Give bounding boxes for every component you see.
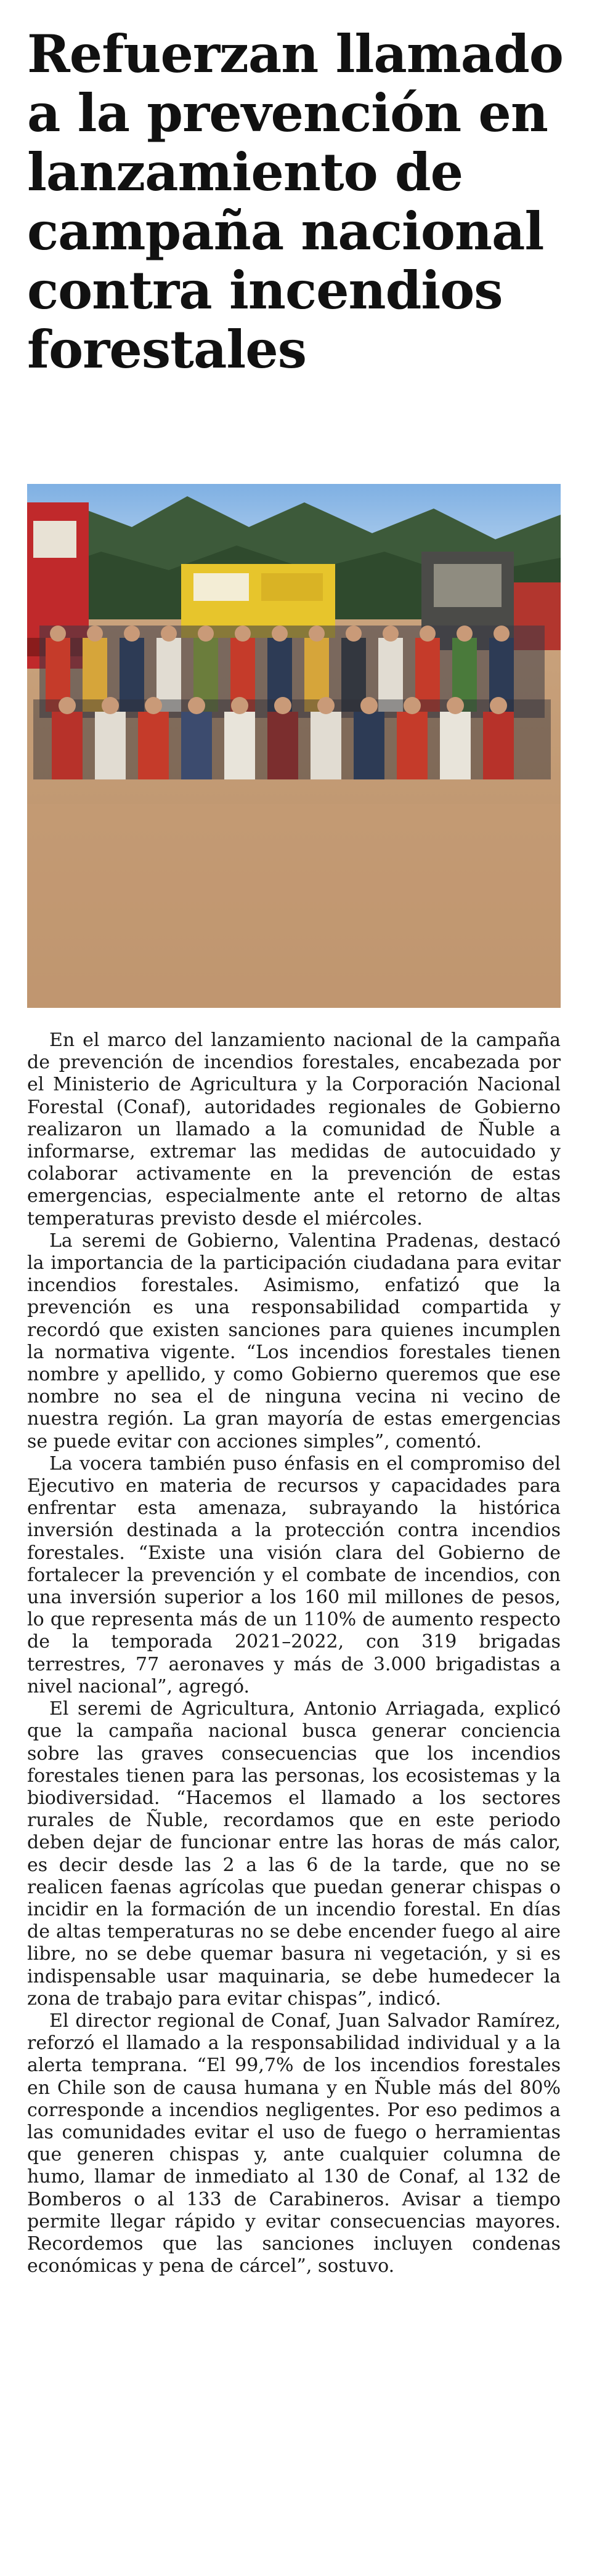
paragraph-seremi-gobierno: La seremi de Gobierno, Valentina Pradenas, destacó la importancia de la participación ciudadana para evitar incendios forestales. Asimismo, enfatizó que la prevención es una responsabilidad compartida y recordó que existen sanciones para quienes incumplen la normativa vigente. “Los incendios forestales tienen nombre y apellido, y como Gobierno queremos que ese nombre no sea el de ninguna vecina ni vecino de nuestra región. La gran mayoría de estas emergencias se puede evitar con acciones simples”, comentó.: [27, 1230, 561, 1452]
article-headline: Refuerzan llamado a la prevención en lanzamiento de campaña nacional contra incendios forestales: [27, 23, 563, 380]
group-photo-image: [27, 484, 561, 1008]
paragraph-seremi-agricultura: El seremi de Agricultura, Antonio Arriagada, explicó que la campaña nacional busca generar conciencia sobre las graves consecuencias que los incendios forestales tienen para las personas, los ecosistemas y la biodiversidad. “Hacemos el llamado a los sectores rurales de Ñuble, recordamos que en este periodo deben dejar de funcionar entre las horas de más calor, es decir desde las 2 a las 6 de la tarde, que no se realicen faenas agrícolas que puedan generar chispas o incidir en la formación de un incendio forestal. En días de altas temperaturas no se debe encender fuego al aire libre, no se debe quemar basura ni vegetación, y si es indispensable usar maquinaria, se debe humedecer la zona de trabajo para evitar chispas”, indicó.: [27, 1698, 561, 2010]
paragraph-vocera: La vocera también puso énfasis en el compromiso del Ejecutivo en materia de recursos y capacidades para enfrentar esta amenaza, subrayando la histórica inversión destinada a la protección contra incendios forestales. “Existe una visión clara del Gobierno de fortalecer la prevención y el combate de incendios, con una inversión superior a los 160 mil millones de pesos, lo que representa más de un 110% de aumento respecto de la temporada 2021–2022, con 319 brigadas terrestres, 77 aeronaves y más de 3.000 brigadistas a nivel nacional”, agregó.: [27, 1452, 561, 1697]
article-body: [27, 1029, 561, 2277]
group-photo: [27, 484, 561, 1008]
paragraph-director-conaf: El director regional de Conaf, Juan Salvador Ramírez, reforzó el llamado a la responsabilidad individual y a la alerta temprana. “El 99,7% de los incendios forestales en Chile son de causa humana y en Ñuble más del 80% corresponde a incendios negligentes. Por eso pedimos a las comunidades evitar el uso de fuego o herramientas que generen chispas y, ante cualquier columna de humo, llamar de inmediato al 130 de Conaf, al 132 de Bomberos o al 133 de Carabineros. Avisar a tiempo permite llegar rápido y evitar consecuencias mayores. Recordemos que las sanciones incluyen condenas económicas y pena de cárcel”, sostuvo.: [27, 2010, 561, 2277]
paragraph-intro: En el marco del lanzamiento nacional de la campaña de prevención de incendios forestales, encabezada por el Ministerio de Agricultura y la Corporación Nacional Forestal (Conaf), autoridades regionales de Gobierno realizaron un llamado a la comunidad de Ñuble a informarse, extremar las medidas de autocuidado y colaborar activamente en la prevención de estas emergencias, especialmente ante el retorno de altas temperaturas previsto desde el miércoles.: [27, 1029, 561, 1230]
